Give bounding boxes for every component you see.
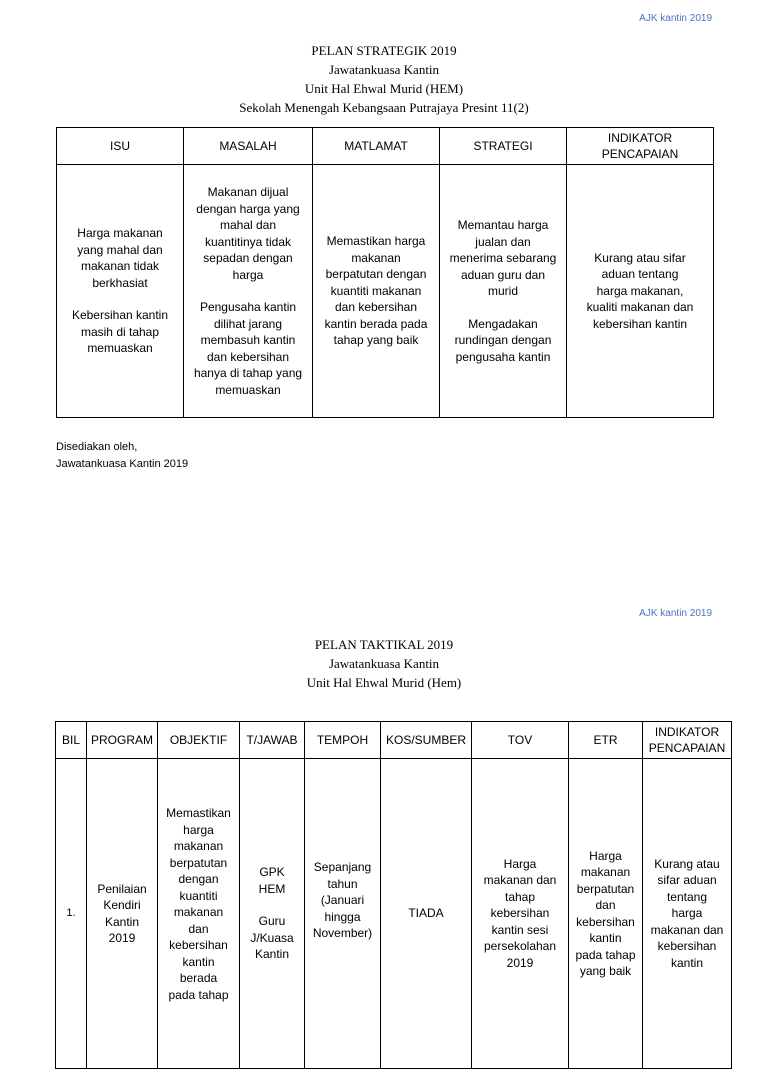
column-header-tempoh: TEMPOH bbox=[305, 722, 381, 759]
header-note: AJK kantin 2019 bbox=[639, 13, 712, 24]
column-header-bil: BIL bbox=[56, 722, 87, 759]
tjawab-cell: GPK HEM Guru J/Kuasa Kantin bbox=[240, 759, 305, 1069]
strategic-subtitle-school: Sekolah Menengah Kebangsaan Putrajaya Presint 11(2) bbox=[239, 100, 529, 115]
strategic-subtitle-unit: Unit Hal Ehwal Murid (HEM) bbox=[304, 81, 464, 96]
column-header-indikator: INDIKATOR PENCAPAIAN bbox=[567, 128, 714, 165]
column-header-strategi: STRATEGI bbox=[440, 128, 567, 165]
tactical-subtitle-unit: Unit Hal Ehwal Murid (Hem) bbox=[306, 675, 462, 690]
matlamat-cell: Memastikan harga makanan berpatutan dengan kuantiti makanan dan kebersihan kantin berada pada tahap yang baik bbox=[313, 165, 440, 418]
column-header-tjawab: T/JAWAB bbox=[240, 722, 305, 759]
column-header-masalah: MASALAH bbox=[184, 128, 313, 165]
prepared-by-label: Disediakan oleh, bbox=[56, 441, 138, 453]
bil-cell: 1. bbox=[56, 759, 87, 1069]
table-header-row bbox=[56, 722, 732, 759]
tactical-title-block bbox=[0, 635, 768, 692]
isu-cell: Harga makanan yang mahal dan makanan tidak berkhasiat Kebersihan kantin masih di tahap memuaskan bbox=[57, 165, 184, 418]
prepared-by-block bbox=[56, 439, 188, 473]
prepared-by-name: Jawatankuasa Kantin 2019 bbox=[56, 458, 189, 470]
strategic-title-block bbox=[0, 41, 768, 117]
tactical-subtitle-committee: Jawatankuasa Kantin bbox=[328, 656, 440, 671]
header-note: AJK kantin 2019 bbox=[639, 608, 712, 619]
column-header-matlamat: MATLAMAT bbox=[313, 128, 440, 165]
column-header-objektif: OBJEKTIF bbox=[158, 722, 240, 759]
masalah-cell: Makanan dijual dengan harga yang mahal dan kuantitinya tidak sepadan dengan harga Pengusaha kantin dilihat jarang membasuh kantin dan kebersihan hanya di tahap yang memuaskan bbox=[184, 165, 313, 418]
indikator-cell: Kurang atau sifar aduan tentang harga makanan, kualiti makanan dan kebersihan kantin bbox=[567, 165, 714, 418]
column-header-program: PROGRAM bbox=[87, 722, 158, 759]
kos-cell: TIADA bbox=[381, 759, 472, 1069]
table-header-row bbox=[57, 128, 714, 165]
tov-cell: Harga makanan dan tahap kebersihan kantin sesi persekolahan 2019 bbox=[472, 759, 569, 1069]
column-header-etr: ETR bbox=[569, 722, 643, 759]
tempoh-cell: Sepanjang tahun (Januari hingga November) bbox=[305, 759, 381, 1069]
strategi-cell: Memantau harga jualan dan menerima sebarang aduan guru dan murid Mengadakan rundingan dengan pengusaha kantin bbox=[440, 165, 567, 418]
column-header-tov: TOV bbox=[472, 722, 569, 759]
strategic-subtitle-committee: Jawatankuasa Kantin bbox=[328, 62, 440, 77]
table-row bbox=[57, 165, 714, 418]
column-header-kos: KOS/SUMBER bbox=[381, 722, 472, 759]
program-cell: Penilaian Kendiri Kantin 2019 bbox=[87, 759, 158, 1069]
strategic-title: PELAN STRATEGIK 2019 bbox=[311, 43, 457, 58]
column-header-isu: ISU bbox=[57, 128, 184, 165]
tactical-plan-table bbox=[55, 721, 732, 1069]
column-header-indikator: INDIKATOR PENCAPAIAN bbox=[643, 722, 732, 759]
table-row bbox=[56, 759, 732, 1069]
objektif-cell: Memastikan harga makanan berpatutan dengan kuantiti makanan dan kebersihan kantin berada pada tahap bbox=[158, 759, 240, 1069]
tactical-title: PELAN TAKTIKAL 2019 bbox=[314, 637, 454, 652]
strategic-plan-table bbox=[56, 127, 714, 418]
indikator-cell: Kurang atau sifar aduan tentang harga makanan dan kebersihan kantin bbox=[643, 759, 732, 1069]
etr-cell: Harga makanan berpatutan dan kebersihan kantin pada tahap yang baik bbox=[569, 759, 643, 1069]
